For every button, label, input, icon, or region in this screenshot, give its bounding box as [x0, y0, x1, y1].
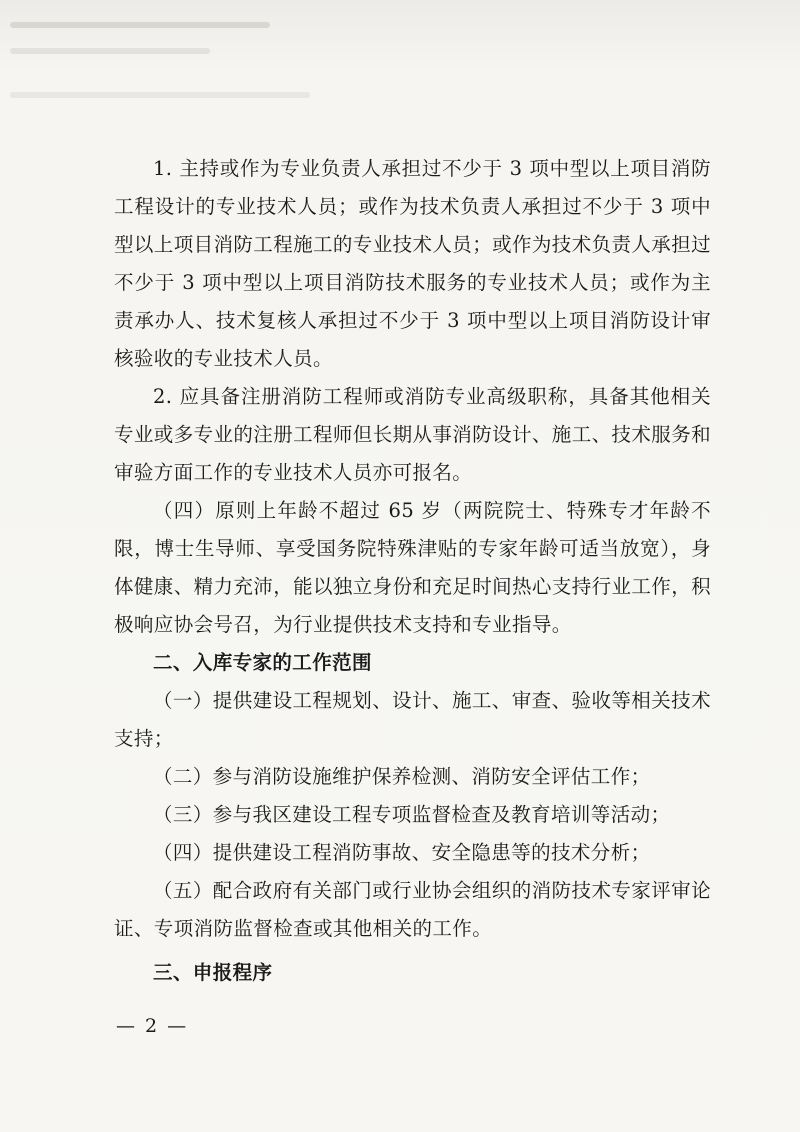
list-item-scope-2: （二）参与消防设施维护保养检测、消防安全评估工作； [153, 765, 651, 788]
paragraph-requirement-2: 2. 应具备注册消防工程师或消防专业高级职称，具备其他相关专业或多专业的注册工程师但长期从事消防设计、施工、技术服务和审验方面工作的专业技术人员亦可报名。 [114, 385, 712, 484]
paragraph-requirement-1: 1. 主持或作为专业负责人承担过不少于 3 项中型以上项目消防工程设计的专业技术人员；或作为技术负责人承担过不少于 3 项中型以上项目消防工程施工的专业技术人员；或作为技术负责人承担过不少于 3 项中型以上项目消防技术服务的专业技术人员；或作为主责承办人、技术复核人承担过不少于 3 项中型以上项目消防设计审核验收的专业技术人员。 [114, 157, 712, 370]
section-heading-procedure: 三、申报程序 [153, 961, 273, 984]
document-body [114, 150, 711, 992]
section-heading-scope: 二、入库专家的工作范围 [153, 651, 372, 674]
scan-artifact [10, 48, 210, 54]
list-item-scope-4: （四）提供建设工程消防事故、安全隐患等的技术分析； [153, 841, 651, 864]
list-item-scope-1: （一）提供建设工程规划、设计、施工、审查、验收等相关技术支持； [114, 689, 711, 750]
scan-artifact [10, 92, 310, 98]
list-item-scope-3: （三）参与我区建设工程专项监督检查及教育培训等活动； [153, 803, 671, 826]
page-number: — 2 — [116, 1015, 189, 1037]
paragraph-age-requirement: （四）原则上年龄不超过 65 岁（两院院士、特殊专才年龄不限，博士生导师、享受国务院特殊津贴的专家年龄可适当放宽），身体健康、精力充沛，能以独立身份和充足时间热心支持行业工作，积极响应协会号召，为行业提供技术支持和专业指导。 [114, 499, 712, 636]
list-item-scope-5: （五）配合政府有关部门或行业协会组织的消防技术专家评审论证、专项消防监督检查或其他相关的工作。 [114, 879, 711, 940]
scan-artifact [10, 22, 270, 28]
